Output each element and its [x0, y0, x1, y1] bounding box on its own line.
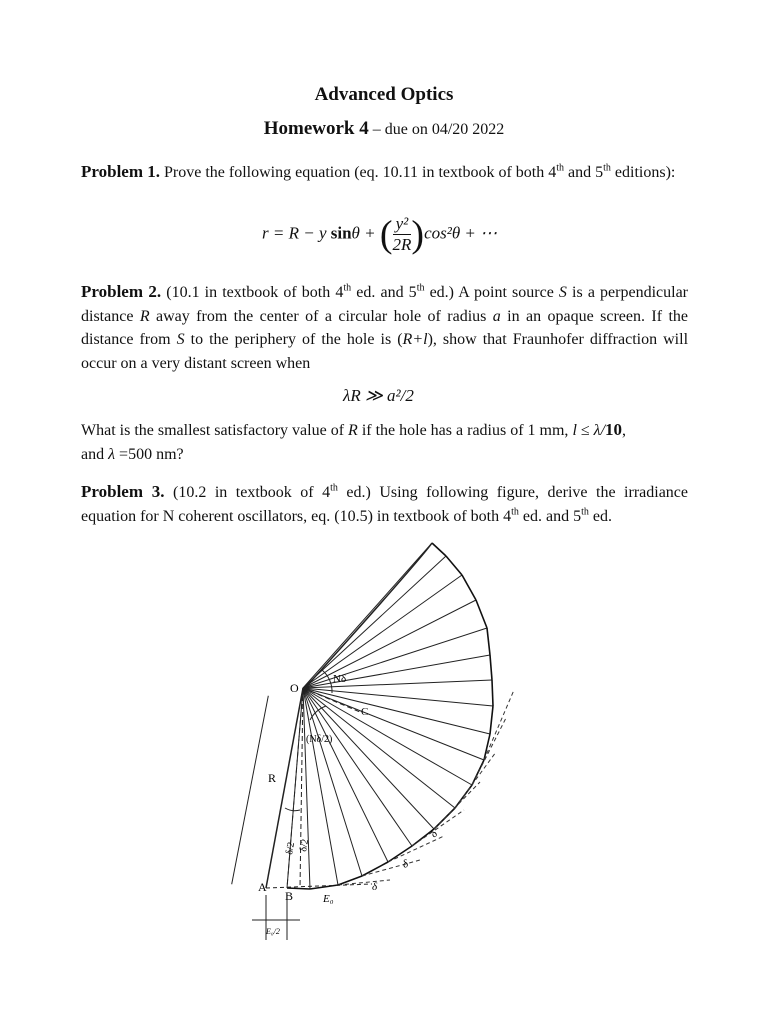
- label-delta2-b: δ/2: [298, 838, 312, 853]
- t: ), show that Fraunhofer diffraction will occur on a very distant screen when: [81, 331, 689, 372]
- sup: th: [330, 482, 338, 494]
- due-date: – due on 04/20 2022: [372, 121, 505, 138]
- phasor-ray: [303, 575, 462, 688]
- phasor-ray: [303, 688, 484, 760]
- t: ed. and 5: [351, 284, 417, 301]
- paren-left: (: [379, 213, 393, 256]
- phasor-chord: [462, 575, 476, 600]
- eq-tail: cos²θ + ⋯: [424, 223, 498, 243]
- label-E0: E₀: [323, 893, 334, 905]
- phasor-ray: [303, 688, 338, 885]
- paren-right: ): [411, 213, 425, 256]
- q: ,: [622, 422, 627, 439]
- label-E0-2: E₀/2: [266, 927, 280, 936]
- phasor-ray: [303, 688, 493, 706]
- phasor-ray: [303, 543, 432, 688]
- label-C: C: [361, 706, 369, 718]
- phasor-rays: [287, 543, 493, 889]
- eq-numerator: y²: [393, 214, 412, 235]
- tangent-line: [362, 860, 420, 876]
- label-ndelta: Nδ: [333, 673, 347, 685]
- sup: th: [556, 162, 565, 174]
- label-R: R: [268, 771, 277, 785]
- problem-1-label: Problem 1.: [81, 162, 161, 181]
- phasor-ray: [303, 688, 412, 846]
- tangent-line: [484, 690, 514, 760]
- phasor-ray: [303, 628, 487, 688]
- q: and: [81, 445, 109, 463]
- eq-denominator: 2R: [392, 235, 412, 254]
- problem-1-text-b: and 5: [564, 164, 604, 181]
- t: in an opaque screen. If the distance from: [81, 307, 689, 348]
- dimension-R: [232, 696, 269, 884]
- label-delta-2: δ: [400, 857, 410, 871]
- var: S: [558, 284, 567, 301]
- t: ed.) A point source: [424, 284, 559, 301]
- t: away from the center of a circular hole of radius: [149, 307, 493, 325]
- tangent-line: [412, 810, 464, 846]
- sup: th: [416, 282, 425, 294]
- label-B: B: [285, 889, 294, 903]
- angle-arc-delta2: [285, 808, 300, 811]
- radius-line-R: [266, 688, 303, 888]
- phasor-ray: [303, 688, 434, 829]
- sup: th: [581, 506, 589, 518]
- t: ed.: [588, 507, 612, 525]
- t: ed. and 5: [518, 507, 582, 525]
- phasor-chords: [287, 543, 493, 889]
- var: λ: [108, 445, 116, 463]
- document-title: Advanced Optics: [314, 84, 454, 105]
- problem-2-equation: λR ≫ a²/2: [343, 386, 414, 405]
- var: l ≤ λ/: [572, 422, 606, 439]
- phasor-ray: [303, 688, 310, 889]
- sup: th: [343, 282, 352, 294]
- phasor-chord: [487, 628, 490, 655]
- t: to the periphery of the hole is (: [184, 331, 403, 348]
- label-delta2-a: δ/2: [284, 841, 298, 856]
- sup: th: [603, 162, 611, 174]
- phasor-ray: [303, 688, 388, 862]
- phasor-ray: [303, 688, 490, 734]
- t: (10.2 in textbook of 4: [164, 484, 331, 501]
- phasor-ray: [303, 556, 446, 688]
- phasor-ray: [303, 600, 476, 688]
- phasor-chord: [490, 706, 493, 734]
- problem-1-text-c: editions):: [610, 164, 676, 181]
- q: if the hole has a radius of 1 mm,: [357, 422, 573, 439]
- q: 10: [605, 420, 623, 439]
- label-delta-1: δ: [372, 881, 378, 893]
- tangent-lines: [338, 690, 514, 885]
- phasor-chord: [338, 876, 362, 885]
- label-delta-3: δ: [428, 827, 440, 841]
- label-O: O: [290, 681, 299, 695]
- q: =500 nm?: [115, 445, 184, 463]
- phasor-chord: [362, 862, 388, 876]
- eq-sin: sin: [330, 223, 352, 243]
- phasor-chord: [432, 543, 446, 556]
- problem-3-label: Problem 3.: [81, 482, 165, 501]
- eq-theta: θ +: [351, 223, 380, 243]
- phasor-chord: [490, 655, 492, 680]
- var: R: [139, 307, 150, 325]
- q: What is the smallest satisfactory value of: [81, 422, 349, 439]
- phasor-chord: [492, 680, 493, 706]
- problem-2-label: Problem 2.: [81, 282, 162, 301]
- phasor-chord: [484, 734, 490, 760]
- t: is a perpendicular distance: [81, 284, 688, 325]
- phasor-chord: [446, 556, 462, 575]
- var: S: [176, 331, 185, 348]
- eq-lhs: r = R − y: [262, 223, 331, 243]
- var: R+l: [402, 331, 428, 348]
- label-ndelta2: (Nδ/2): [306, 734, 333, 745]
- var: R: [348, 422, 358, 439]
- phasor-chord: [472, 760, 484, 785]
- homework-label: Homework 4: [263, 118, 369, 139]
- var: a: [492, 307, 501, 325]
- tangent-line: [455, 752, 496, 808]
- sup: th: [511, 506, 519, 518]
- t: ed.) Using following figure, derive the irradiance equation for N coherent oscillators, eq. (10.5) in textbook of both 4: [81, 484, 689, 525]
- label-A: A: [258, 880, 267, 894]
- problem-1-text-a: Prove the following equation (eq. 10.11 in textbook of both 4: [160, 164, 557, 181]
- t: (10.1 in textbook of both 4: [161, 284, 344, 301]
- phasor-chord: [476, 600, 487, 628]
